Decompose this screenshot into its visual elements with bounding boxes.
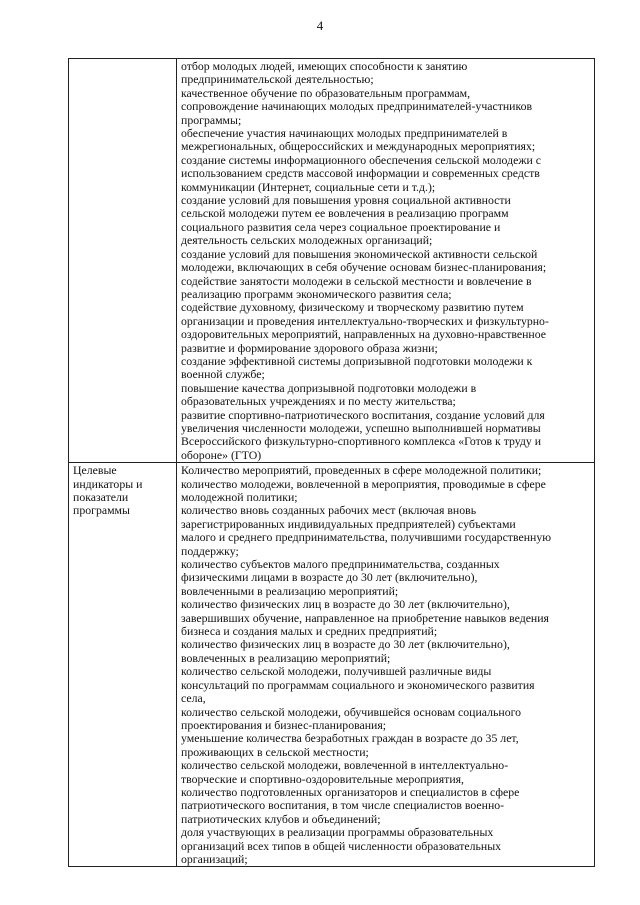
content-line: количество вновь созданных рабочих мест (включая вновь	[181, 504, 477, 518]
content-line: программы;	[181, 113, 242, 127]
content-line: содействие духовному, физическому и творческому развитию путем	[181, 301, 524, 315]
content-line: вовлеченными в реализацию мероприятий;	[181, 584, 399, 598]
table-row	[69, 463, 595, 867]
content-line: количество подготовленных организаторов и специалистов в сфере	[181, 785, 520, 799]
content-line: сопровождение начинающих молодых предпринимателей-участников	[181, 100, 533, 114]
content-line: малого и среднего предпринимательства, получившими государственную	[181, 531, 552, 545]
content-line: организаций всех типов в общей численности образовательных	[181, 839, 502, 853]
content-line: увеличения численности молодежи, успешно выполнившей нормативы	[181, 421, 541, 435]
content-line: обороне» (ГТО)	[181, 448, 262, 462]
content-line: молодежной политики;	[181, 491, 298, 504]
content-line: предпринимательской деятельностью;	[181, 73, 374, 87]
content-line: оздоровительных мероприятий, направленных на духовно-нравственное	[181, 328, 547, 342]
content-line: содействие занятости молодежи в сельской местности и вовлечение в	[181, 274, 532, 288]
label-line: показатели	[73, 491, 129, 504]
content-line: количество сельской молодежи, получившей различные виды	[181, 665, 492, 679]
content-line: бизнеса и создания малых и средних предприятий;	[181, 625, 438, 639]
content-line: использованием средств массовой информации и современных средств	[181, 167, 540, 181]
row-content-cell	[177, 59, 595, 463]
row-content-cell	[177, 463, 595, 867]
label-line: программы	[73, 504, 130, 518]
content-line: создание условий для повышения уровня социальной активности	[181, 194, 511, 208]
content-line: физическими лицами в возрасте до 30 лет (включительно),	[181, 571, 478, 585]
content-line: обеспечение участия начинающих молодых предпринимателей в	[181, 127, 508, 141]
content-line: межрегиональных, общероссийских и международных мероприятиях;	[181, 140, 536, 154]
content-line: уменьшение количества безработных граждан в возрасте до 35 лет,	[181, 732, 519, 746]
content-line: создание системы информационного обеспечения сельской молодежи с	[181, 153, 541, 167]
content-line: реализацию программ экономического развития села;	[181, 287, 452, 301]
content-line: создание условий для повышения экономической активности сельской	[181, 247, 538, 261]
content-line: Всероссийского физкультурно-спортивного комплекса «Готов к труду и	[181, 435, 542, 449]
content-line: патриотических клубов и объединений;	[181, 812, 381, 826]
content-line: Количество мероприятий, проведенных в сфере молодежной политики;	[181, 464, 542, 478]
content-line: зарегистрированных индивидуальных предприятелей) субъектами	[181, 517, 516, 531]
content-line: отбор молодых людей, имеющих способности к занятию	[181, 60, 468, 73]
table-body	[69, 59, 595, 867]
content-line: молодежи, включающих в себя обучение основам бизнес-планирования;	[181, 261, 547, 275]
content-line: развитие и формирование здорового образа жизни;	[181, 341, 438, 355]
content-line: коммуникации (Интернет, социальные сети и т.д.);	[181, 180, 436, 194]
content-line: количество молодежи, вовлеченной в мероприятия, проводимые в сфере	[181, 477, 546, 491]
content-line: организаций;	[181, 852, 248, 866]
content-line: образовательных учреждениях и по месту жительства;	[181, 395, 456, 409]
content-line: количество сельской молодежи, вовлеченной в интеллектуально-	[181, 759, 509, 773]
content-line: количество сельской молодежи, обучившейся основам социального	[181, 705, 522, 719]
content-line: доля участвующих в реализации программы образовательных	[181, 826, 494, 840]
label-line: Целевые	[73, 464, 117, 478]
content-line: количество физических лиц в возрасте до 30 лет (включительно),	[181, 598, 510, 612]
content-line: повышение качества допризывной подготовки молодежи в	[181, 381, 477, 395]
content-line: количество физических лиц в возрасте до 30 лет (включительно),	[181, 638, 510, 652]
content-line: творческие и спортивно-оздоровительные мероприятия,	[181, 772, 465, 786]
label-line: индикаторы и	[73, 477, 143, 491]
content-line: завершивших обучение, направленное на приобретение навыков ведения	[181, 611, 549, 625]
content-line: деятельность сельских молодежных организаций;	[181, 234, 433, 248]
row-label-cell	[69, 59, 177, 463]
content-line: качественное обучение по образовательным программам,	[181, 86, 471, 100]
content-line: консультаций по программам социального и экономического развития	[181, 678, 535, 692]
page-number: 4	[316, 18, 324, 33]
content-line: создание эффективной системы допризывной подготовки молодежи к	[181, 354, 533, 368]
content-line: организации и проведения интеллектуально-творческих и физкультурно-	[181, 314, 549, 328]
content-line: развитие спортивно-патриотического воспитания, создание условий для	[181, 408, 545, 422]
content-line: вовлеченных в реализацию мероприятий;	[181, 651, 391, 665]
program-passport-table	[68, 58, 595, 867]
content-line: проживающих в сельской местности;	[181, 745, 369, 759]
content-line: количество субъектов малого предпринимательства, созданных	[181, 558, 500, 572]
content-line: села,	[181, 692, 206, 706]
content-line: патриотического воспитания, в том числе специалистов военно-	[181, 799, 505, 813]
content-line: военной службе;	[181, 368, 265, 382]
content-line: проектирования и бизнес-планирования;	[181, 718, 387, 732]
row-label-cell	[69, 463, 177, 867]
table-row	[69, 59, 595, 463]
content-line: сельской молодежи путем ее вовлечения в реализацию программ	[181, 207, 509, 221]
content-line: поддержку;	[181, 544, 239, 558]
content-line: социального развития села через социальное проектирование и	[181, 220, 501, 234]
